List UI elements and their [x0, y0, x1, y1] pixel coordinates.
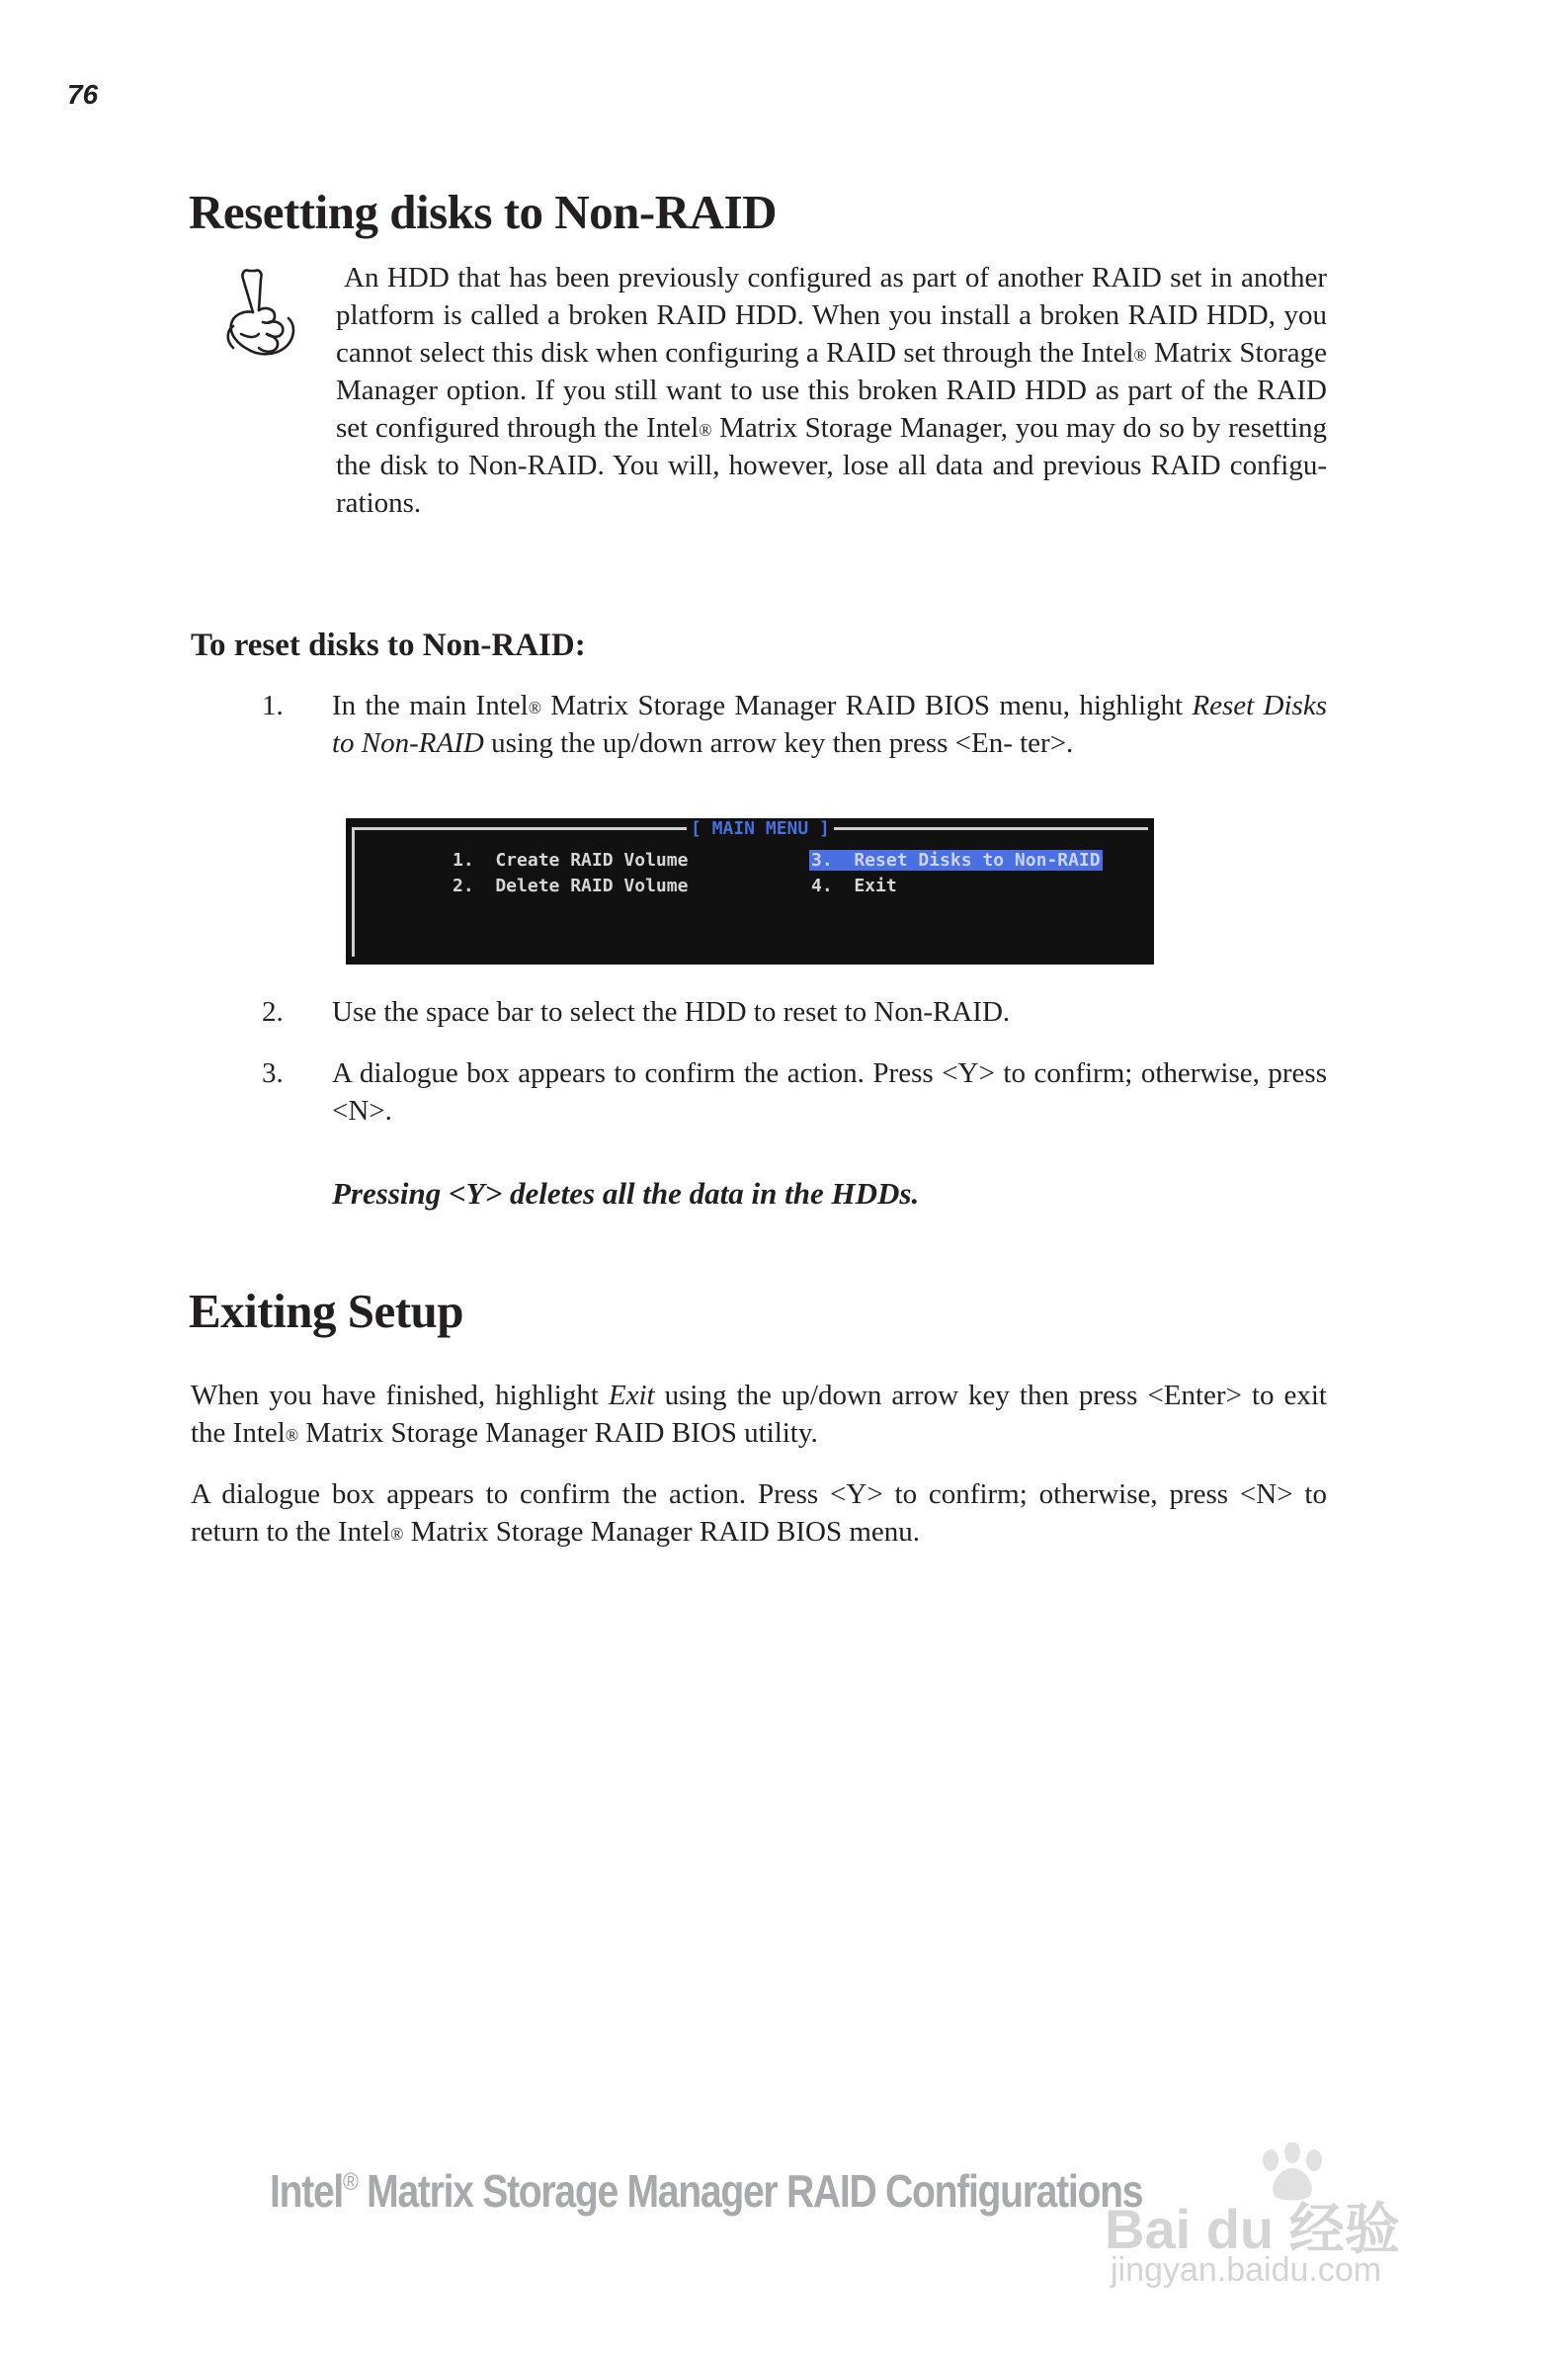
- warning-text: Pressing <Y> deletes all the data in the HDDs.: [332, 1176, 920, 1211]
- step-number: 2.: [262, 996, 284, 1028]
- subheading-container: [191, 628, 586, 664]
- step-text: Use the space bar to select the HDD to reset to Non-RAID.: [332, 996, 1011, 1028]
- exit-text-1: When you have finished, highlight Exit using the up/down arrow key then press <Enter> to exit the Intel® Matrix Storage Manager RAID BIOS utility.: [191, 1380, 1327, 1449]
- watermark-url: jingyan.baidu.com: [1111, 2251, 1382, 2289]
- section-heading-resetting: [189, 184, 777, 240]
- note-paragraph: [336, 259, 1327, 522]
- procedure-subheading: To reset disks to Non-RAID:: [191, 628, 586, 663]
- page-number: 76: [67, 79, 99, 110]
- exit-paragraph-2: [191, 1475, 1327, 1551]
- watermark-brand: Bai du 经验: [1105, 2198, 1400, 2260]
- bios-menu-item-highlighted[interactable]: 3. Reset Disks to Non-RAID: [811, 850, 1101, 871]
- section-title: Resetting disks to Non-RAID: [189, 185, 777, 239]
- warning-container: [332, 1176, 919, 1212]
- step-number: 1.: [262, 690, 284, 721]
- bios-main-menu-screenshot: [346, 818, 1154, 965]
- step-1: [262, 687, 1327, 762]
- note-text: An HDD that has been previously configured as part of another RAID set in another platform is called a broken RAID HDD. When you install a broken RAID HDD, you cannot select this disk when configuring a RAID set through the Intel® Matrix Storage Manager option. If you still want to use this broken RAID HDD as part of the RAID set configured through the Intel® Matrix Storage Manager, you may do so by resetting the disk to Non-RAID. You will, however, lose all data and previous RAID configu- rations.: [336, 262, 1328, 519]
- note-hand-icon: [219, 265, 302, 364]
- bios-menu-item[interactable]: 1. Create RAID Volume: [453, 850, 689, 871]
- bios-menu-item[interactable]: 4. Exit: [811, 876, 897, 896]
- step-2: [262, 993, 1327, 1031]
- exit-paragraph-1: [191, 1377, 1327, 1452]
- step-3: [262, 1054, 1327, 1130]
- page-footer: Intel® Matrix Storage Manager RAID Configurations: [270, 2165, 1143, 2217]
- bios-menu-item[interactable]: 2. Delete RAID Volume: [453, 876, 689, 896]
- step-text: In the main Intel® Matrix Storage Manager RAID BIOS menu, highlight Reset Disks to Non-RAID using the up/down arrow key then press <En- ter>.: [332, 690, 1328, 759]
- step-text: A dialogue box appears to confirm the action. Press <Y> to confirm; otherwise, press <N>.: [332, 1057, 1327, 1127]
- section-heading-exiting: [189, 1283, 463, 1339]
- bios-menu-title: [ MAIN MENU ]: [687, 818, 834, 839]
- baidu-watermark: [1105, 2143, 1460, 2291]
- exit-text-2: A dialogue box appears to confirm the action. Press <Y> to confirm; otherwise, press <N> to return to the Intel® Matrix Storage Manager RAID BIOS menu.: [191, 1478, 1327, 1548]
- step-number: 3.: [262, 1057, 284, 1089]
- section-title: Exiting Setup: [189, 1284, 464, 1338]
